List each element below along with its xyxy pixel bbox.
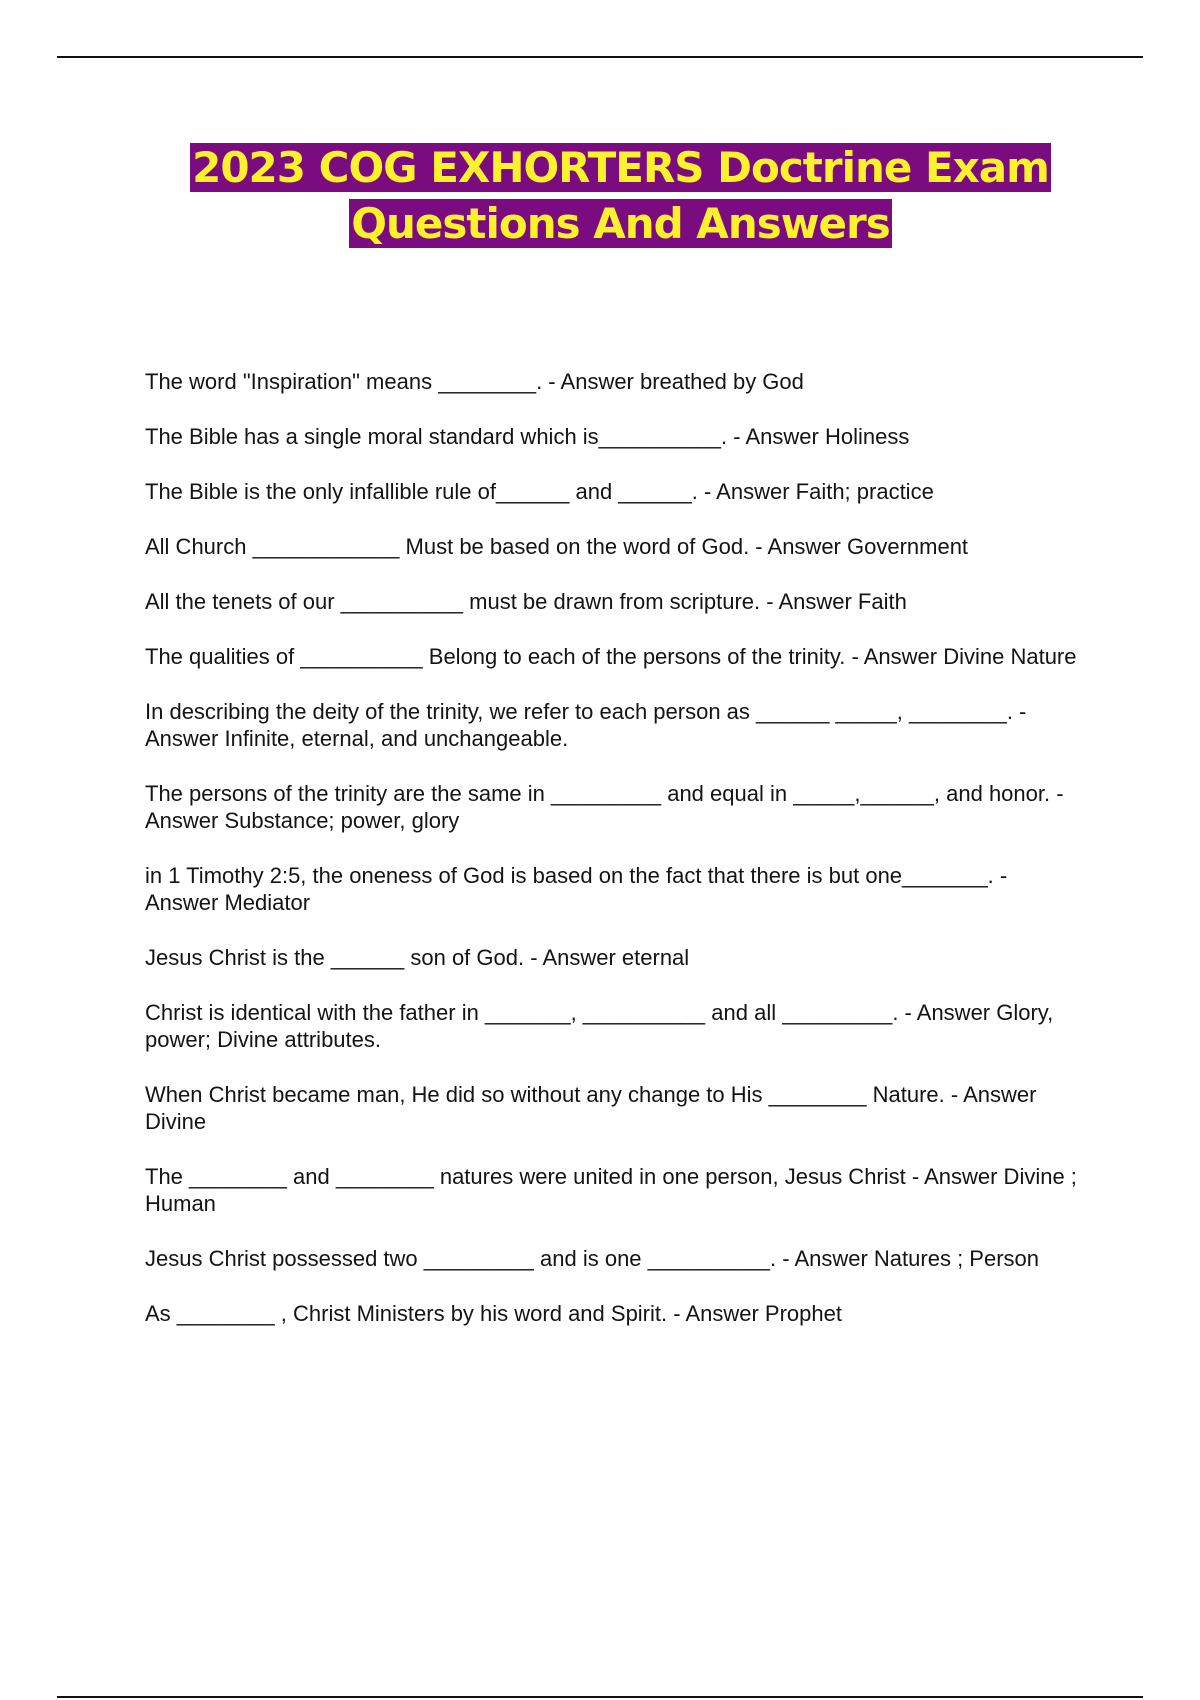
qa-item: All the tenets of our __________ must be drawn from scripture. - Answer Faith [145, 589, 907, 614]
document-title [153, 140, 1088, 252]
qa-item: in 1 Timothy 2:5, the oneness of God is based on the fact that there is but one_______. - Answer Mediator [145, 863, 1008, 915]
qa-item: The qualities of __________ Belong to each of the persons of the trinity. - Answer Divine Nature [145, 644, 1077, 669]
qa-item: The ________ and ________ natures were united in one person, Jesus Christ - Answer Divine ; Human [145, 1164, 1077, 1216]
qa-item: When Christ became man, He did so without any change to His ________ Nature. - Answer Divine [145, 1082, 1037, 1134]
qa-item: In describing the deity of the trinity, we refer to each person as ______ _____, ________. - Answer Infinite, eternal, and unchangeable. [145, 699, 1027, 751]
top-rule [57, 56, 1143, 58]
qa-item: As ________ , Christ Ministers by his word and Spirit. - Answer Prophet [145, 1301, 842, 1326]
question-answer-list [145, 368, 1080, 1355]
title-line-2: Questions And Answers [351, 199, 890, 248]
qa-item: The persons of the trinity are the same in _________ and equal in _____,______, and honor. - Answer Substance; power, glory [145, 781, 1064, 833]
document-page [145, 140, 1080, 1326]
qa-item: All Church ____________ Must be based on the word of God. - Answer Government [145, 534, 969, 559]
qa-item: Christ is identical with the father in _______, __________ and all _________. - Answer Glory, power; Divine attributes. [145, 1000, 1054, 1052]
title-line-1: 2023 COG EXHORTERS Doctrine Exam [192, 143, 1049, 192]
qa-item: The Bible is the only infallible rule of______ and ______. - Answer Faith; practice [145, 479, 934, 504]
qa-item: The Bible has a single moral standard which is__________. - Answer Holiness [145, 424, 910, 449]
bottom-rule [57, 1696, 1143, 1698]
qa-item: Jesus Christ is the ______ son of God. - Answer eternal [145, 945, 690, 970]
qa-item: Jesus Christ possessed two _________ and is one __________. - Answer Natures ; Person [145, 1246, 1039, 1271]
qa-item: The word "Inspiration" means ________. - Answer breathed by God [145, 369, 804, 394]
